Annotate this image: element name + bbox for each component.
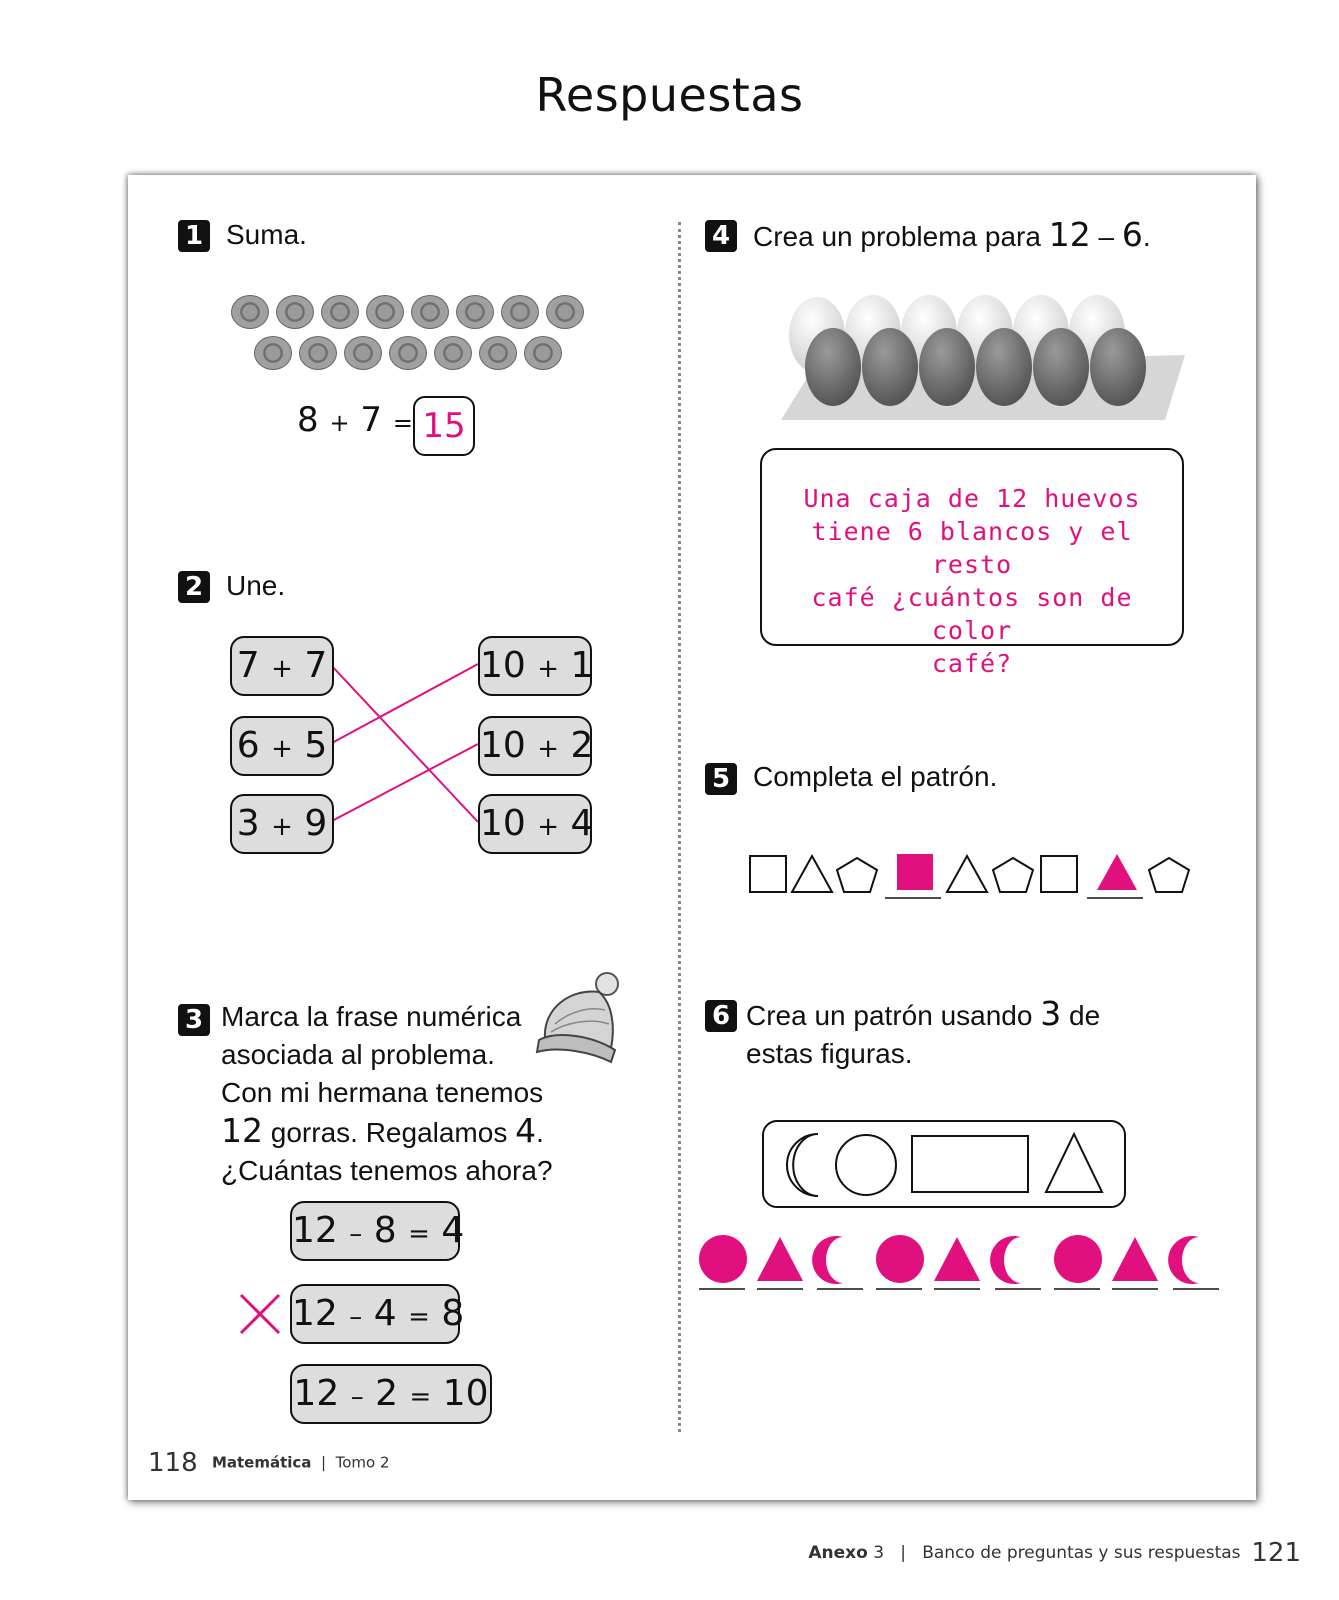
q2-right-card [478, 716, 592, 776]
q3-term: 8 [441, 1293, 465, 1334]
q3-option-card [290, 1201, 465, 1261]
q3-equals: = [408, 1219, 430, 1249]
q1-plus: + [329, 409, 350, 437]
egg-carton-image [775, 295, 1195, 425]
q2-right-b: 4 [570, 803, 594, 844]
q3-minus: – [349, 1219, 363, 1249]
footer-separator: | [900, 1543, 906, 1563]
q3-line: Marca la frase numérica [221, 1001, 522, 1032]
question-number-3: 3 [178, 1004, 210, 1036]
q4-text: Crea un problema para [753, 221, 1049, 252]
q2-right-a: 10 [480, 803, 526, 844]
q2-left-b: 5 [304, 725, 328, 766]
q3-term: 10 [442, 1373, 489, 1414]
square-filled-icon [897, 854, 933, 890]
match-line [330, 664, 478, 744]
triangle-filled-icon [934, 1237, 980, 1281]
q2-right-card [478, 636, 592, 696]
q3-line: Con mi hermana tenemos [221, 1077, 544, 1108]
q4-answer-line: café ¿cuántos son de color [811, 583, 1133, 645]
q2-left-card [230, 716, 334, 776]
circle-filled-icon [699, 1235, 747, 1283]
moon-filled-icon [990, 1236, 1021, 1284]
q4-number: 12 [1048, 215, 1091, 254]
q4-answer-line: café? [931, 649, 1013, 678]
check-x-mark-icon [238, 1292, 282, 1336]
q2-right-op: + [537, 734, 560, 764]
footer-outer [808, 1538, 1301, 1568]
footer-separator: | [320, 1453, 327, 1472]
q1-addend-b: 7 [360, 400, 383, 440]
q2-left-op: + [271, 812, 293, 842]
question-4-prompt [753, 216, 1151, 256]
circle-icon [836, 1135, 896, 1195]
question-6-prompt [746, 995, 1100, 1073]
q6-text: de [1061, 1000, 1101, 1031]
rectangle-icon [912, 1136, 1028, 1192]
match-line [330, 664, 478, 822]
q2-right-op: + [537, 654, 560, 684]
q2-right-b: 1 [570, 645, 594, 686]
q3-text: . [536, 1117, 544, 1148]
q6-line [746, 995, 1100, 1035]
footer-inner [148, 1448, 390, 1478]
question-5-prompt: Completa el patrón. [753, 761, 998, 792]
question-3-prompt [221, 998, 553, 1190]
section-title: Banco de preguntas y sus respuestas [922, 1543, 1241, 1563]
pentagon-icon [1149, 858, 1189, 892]
q2-right-op: + [537, 812, 560, 842]
q3-minus: – [350, 1382, 364, 1412]
q4-answer-line: Una caja de 12 huevos [803, 484, 1141, 513]
triangle-filled-icon [1112, 1237, 1158, 1281]
q2-right-b: 2 [570, 725, 594, 766]
question-2-prompt: Une. [226, 570, 286, 601]
q3-number: 4 [515, 1111, 537, 1150]
moon-filled-icon [812, 1236, 843, 1284]
q3-text: gorras. Regalamos [263, 1117, 516, 1148]
q1-equals: = [392, 409, 413, 437]
q3-term: 4 [373, 1293, 397, 1334]
q6-line: estas figuras. [746, 1038, 913, 1069]
q2-left-card [230, 794, 334, 854]
q3-equals: = [408, 1302, 430, 1332]
q3-term: 12 [292, 1210, 338, 1251]
annex-label: Anexo [808, 1543, 868, 1563]
question-number-4: 4 [705, 220, 737, 252]
triangle-icon [1046, 1134, 1102, 1192]
circle-filled-icon [1054, 1235, 1102, 1283]
q1-addend-a: 8 [297, 400, 319, 440]
triangle-icon [947, 856, 987, 892]
book-volume: Tomo 2 [335, 1453, 390, 1472]
circle-filled-icon [876, 1235, 924, 1283]
page-number-outer: 121 [1251, 1538, 1301, 1568]
pattern-sequence [745, 850, 1205, 900]
book-title: Matemática [211, 1453, 312, 1472]
q4-answer-line: tiene 6 blancos y el resto [811, 517, 1133, 579]
question-number-6: 6 [705, 1000, 737, 1032]
page-number-inner: 118 [148, 1448, 198, 1478]
q2-left-a: 6 [236, 725, 260, 766]
q4-number: 6 [1121, 215, 1143, 254]
triangle-filled-icon [757, 1237, 803, 1281]
q2-right-card [478, 794, 592, 854]
moon-filled-icon [1168, 1236, 1199, 1284]
question-number-2: 2 [178, 571, 210, 603]
q6-answer-pattern [695, 1233, 1225, 1293]
q4-minus: – [1098, 221, 1115, 252]
square-icon [750, 856, 786, 892]
match-line [330, 744, 478, 822]
q3-number: 12 [221, 1111, 263, 1150]
q4-text: . [1142, 221, 1151, 252]
q2-left-b: 7 [304, 645, 328, 686]
q3-term: 12 [292, 1293, 338, 1334]
q3-line [221, 1112, 553, 1152]
q2-left-a: 7 [236, 645, 260, 686]
pentagon-icon [993, 858, 1033, 892]
q2-right-a: 10 [480, 725, 526, 766]
q4-answer-box [760, 448, 1184, 678]
q6-number: 3 [1040, 994, 1062, 1033]
q3-term: 4 [441, 1210, 465, 1251]
q3-line: asociada al problema. [221, 1039, 495, 1070]
q2-right-a: 10 [480, 645, 526, 686]
q3-option-card-marked [290, 1284, 465, 1344]
question-number-1: 1 [178, 220, 210, 252]
q3-minus: – [349, 1302, 363, 1332]
pentagon-icon [837, 858, 877, 892]
q3-option-card [290, 1364, 492, 1424]
q3-term: 8 [373, 1210, 397, 1251]
q3-term: 2 [375, 1373, 399, 1414]
q2-left-op: + [271, 654, 293, 684]
q6-text: Crea un patrón usando [746, 1000, 1041, 1031]
question-1-prompt: Suma. [226, 219, 307, 250]
triangle-filled-icon [1097, 854, 1137, 890]
q3-line: ¿Cuántas tenemos ahora? [221, 1155, 553, 1186]
page-title: Respuestas [535, 68, 804, 122]
q2-left-b: 9 [304, 803, 328, 844]
beanie-hat-icon [533, 970, 623, 1070]
square-icon [1041, 856, 1077, 892]
q1-answer-box: 15 [413, 396, 475, 456]
figures-box [760, 1118, 1130, 1212]
q2-left-card [230, 636, 334, 696]
q2-left-op: + [271, 734, 293, 764]
q2-left-a: 3 [236, 803, 260, 844]
question-number-5: 5 [705, 763, 737, 795]
triangle-icon [792, 856, 832, 892]
moon-icon [787, 1134, 818, 1196]
q3-equals: = [409, 1382, 432, 1412]
annex-number: 3 [873, 1543, 885, 1563]
q3-term: 12 [293, 1373, 340, 1414]
